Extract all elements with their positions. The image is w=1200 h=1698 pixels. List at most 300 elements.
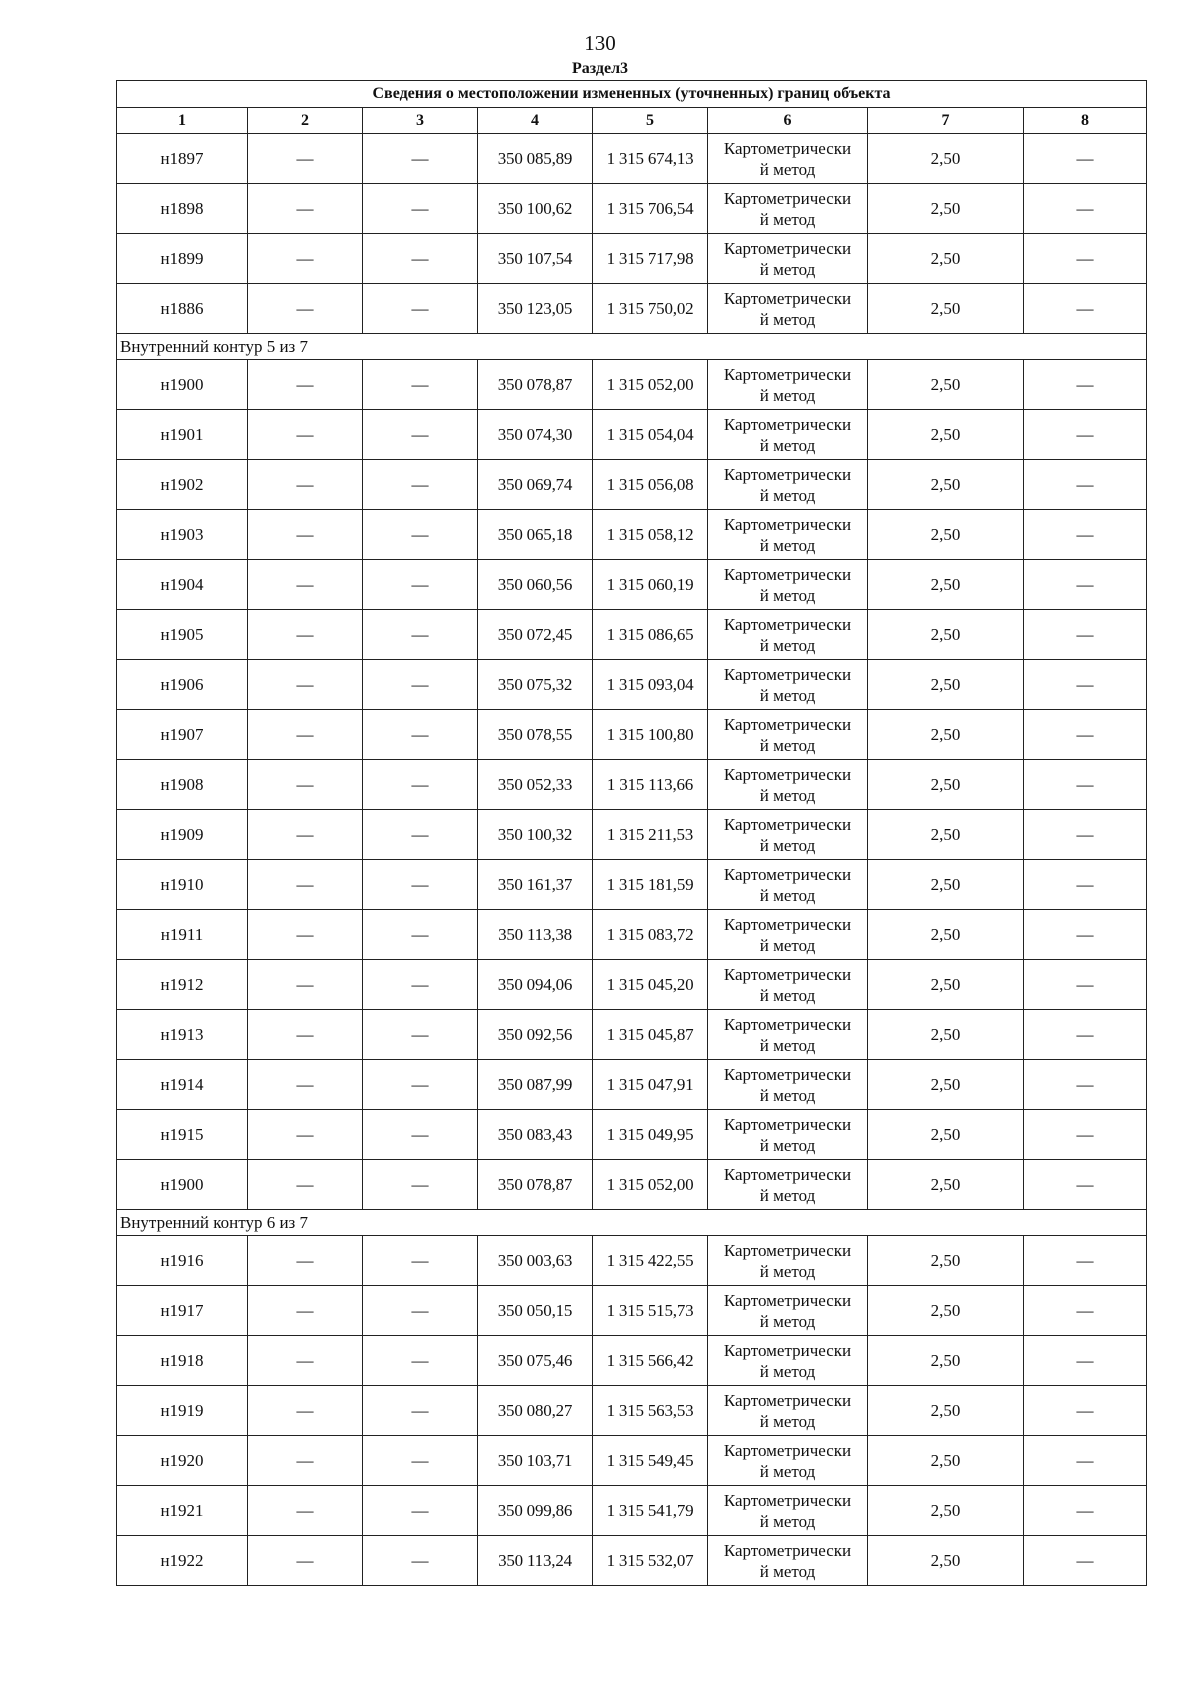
- method-line-1: Картометрически: [723, 1014, 852, 1034]
- method-line-1: Картометрически: [723, 1390, 852, 1410]
- dash-cell: —: [1024, 710, 1147, 760]
- dash-cell: —: [363, 410, 478, 460]
- accuracy-cell: 2,50: [868, 1386, 1024, 1436]
- dash-cell: —: [1024, 510, 1147, 560]
- column-number: 7: [868, 108, 1024, 134]
- dash-cell: —: [363, 1486, 478, 1536]
- table-row: [117, 960, 1147, 1010]
- method-cell: [708, 360, 868, 410]
- accuracy-cell: 2,50: [868, 710, 1024, 760]
- accuracy-cell: 2,50: [868, 234, 1024, 284]
- method-cell: [708, 1386, 868, 1436]
- y-coordinate-cell: 1 315 541,79: [593, 1486, 708, 1536]
- method-line-1: Картометрически: [723, 464, 852, 484]
- method-cell: [708, 1336, 868, 1386]
- method-cell: [708, 810, 868, 860]
- method-line-2: й метод: [759, 1261, 816, 1281]
- table-row: [117, 1286, 1147, 1336]
- method-line-1: Картометрически: [723, 1240, 852, 1260]
- point-name-cell: н1914: [117, 1060, 248, 1110]
- table-row: [117, 760, 1147, 810]
- y-coordinate-cell: 1 315 060,19: [593, 560, 708, 610]
- method-cell: [708, 760, 868, 810]
- table-row: [117, 1536, 1147, 1586]
- point-name-cell: н1900: [117, 1160, 248, 1210]
- method-line-2: й метод: [759, 585, 816, 605]
- dash-cell: —: [363, 1286, 478, 1336]
- method-line-1: Картометрически: [723, 714, 852, 734]
- table-row: [117, 1110, 1147, 1160]
- method-line-1: Картометрически: [723, 514, 852, 534]
- dash-cell: —: [1024, 1436, 1147, 1486]
- method-line-2: й метод: [759, 685, 816, 705]
- method-line-2: й метод: [759, 1461, 816, 1481]
- accuracy-cell: 2,50: [868, 1286, 1024, 1336]
- table-row: [117, 184, 1147, 234]
- method-cell: [708, 134, 868, 184]
- method-line-1: Картометрически: [723, 1114, 852, 1134]
- point-name-cell: н1909: [117, 810, 248, 860]
- dash-cell: —: [248, 710, 363, 760]
- y-coordinate-cell: 1 315 052,00: [593, 1160, 708, 1210]
- method-line-1: Картометрически: [723, 864, 852, 884]
- method-line-1: Картометрически: [723, 1290, 852, 1310]
- method-cell: [708, 1236, 868, 1286]
- method-line-2: й метод: [759, 1185, 816, 1205]
- dash-cell: —: [1024, 1010, 1147, 1060]
- dash-cell: —: [248, 810, 363, 860]
- point-name-cell: н1916: [117, 1236, 248, 1286]
- table-row: [117, 360, 1147, 410]
- method-cell: [708, 1486, 868, 1536]
- x-coordinate-cell: 350 050,15: [478, 1286, 593, 1336]
- method-cell: [708, 960, 868, 1010]
- point-name-cell: н1902: [117, 460, 248, 510]
- dash-cell: —: [363, 860, 478, 910]
- method-line-1: Картометрически: [723, 764, 852, 784]
- table-row: [117, 1236, 1147, 1286]
- method-cell: [708, 1536, 868, 1586]
- x-coordinate-cell: 350 103,71: [478, 1436, 593, 1486]
- method-line-1: Картометрически: [723, 814, 852, 834]
- dash-cell: —: [248, 1386, 363, 1436]
- y-coordinate-cell: 1 315 045,87: [593, 1010, 708, 1060]
- point-name-cell: н1921: [117, 1486, 248, 1536]
- dash-cell: —: [1024, 660, 1147, 710]
- x-coordinate-cell: 350 099,86: [478, 1486, 593, 1536]
- point-name-cell: н1915: [117, 1110, 248, 1160]
- dash-cell: —: [248, 1060, 363, 1110]
- method-cell: [708, 1010, 868, 1060]
- dash-cell: —: [1024, 184, 1147, 234]
- table-row: [117, 710, 1147, 760]
- dash-cell: —: [248, 284, 363, 334]
- column-number: 4: [478, 108, 593, 134]
- table-row: [117, 134, 1147, 184]
- method-line-2: й метод: [759, 835, 816, 855]
- point-name-cell: н1905: [117, 610, 248, 660]
- method-cell: [708, 1110, 868, 1160]
- table-row: [117, 410, 1147, 460]
- table-row: [117, 660, 1147, 710]
- dash-cell: —: [363, 1010, 478, 1060]
- y-coordinate-cell: 1 315 113,66: [593, 760, 708, 810]
- dash-cell: —: [363, 910, 478, 960]
- table-row: [117, 1060, 1147, 1110]
- column-number: 8: [1024, 108, 1147, 134]
- method-cell: [708, 560, 868, 610]
- accuracy-cell: 2,50: [868, 1110, 1024, 1160]
- dash-cell: —: [363, 1060, 478, 1110]
- method-line-2: й метод: [759, 1085, 816, 1105]
- y-coordinate-cell: 1 315 086,65: [593, 610, 708, 660]
- table-row: [117, 1336, 1147, 1386]
- method-cell: [708, 284, 868, 334]
- method-line-1: Картометрически: [723, 914, 852, 934]
- method-line-1: Картометрически: [723, 414, 852, 434]
- column-number: 5: [593, 108, 708, 134]
- x-coordinate-cell: 350 074,30: [478, 410, 593, 460]
- method-line-2: й метод: [759, 1411, 816, 1431]
- x-coordinate-cell: 350 052,33: [478, 760, 593, 810]
- x-coordinate-cell: 350 075,46: [478, 1336, 593, 1386]
- method-cell: [708, 860, 868, 910]
- method-line-1: Картометрически: [723, 1340, 852, 1360]
- dash-cell: —: [248, 184, 363, 234]
- x-coordinate-cell: 350 065,18: [478, 510, 593, 560]
- y-coordinate-cell: 1 315 052,00: [593, 360, 708, 410]
- dash-cell: —: [363, 1436, 478, 1486]
- contour-header-row: [117, 1210, 1147, 1236]
- point-name-cell: н1901: [117, 410, 248, 460]
- method-line-1: Картометрически: [723, 614, 852, 634]
- dash-cell: —: [248, 1110, 363, 1160]
- dash-cell: —: [248, 1336, 363, 1386]
- column-number-row: [117, 108, 1147, 134]
- accuracy-cell: 2,50: [868, 1160, 1024, 1210]
- point-name-cell: н1912: [117, 960, 248, 1010]
- dash-cell: —: [248, 1236, 363, 1286]
- table-row: [117, 860, 1147, 910]
- method-line-1: Картометрически: [723, 238, 852, 258]
- dash-cell: —: [1024, 1110, 1147, 1160]
- dash-cell: —: [363, 1236, 478, 1286]
- table-row: [117, 560, 1147, 610]
- accuracy-cell: 2,50: [868, 1010, 1024, 1060]
- dash-cell: —: [248, 1486, 363, 1536]
- point-name-cell: н1910: [117, 860, 248, 910]
- point-name-cell: н1917: [117, 1286, 248, 1336]
- dash-cell: —: [1024, 1160, 1147, 1210]
- dash-cell: —: [1024, 1536, 1147, 1586]
- x-coordinate-cell: 350 100,62: [478, 184, 593, 234]
- method-line-2: й метод: [759, 1311, 816, 1331]
- x-coordinate-cell: 350 075,32: [478, 660, 593, 710]
- page-number: 130: [584, 31, 616, 55]
- dash-cell: —: [1024, 1486, 1147, 1536]
- point-name-cell: н1919: [117, 1386, 248, 1436]
- table-row: [117, 1486, 1147, 1536]
- accuracy-cell: 2,50: [868, 660, 1024, 710]
- dash-cell: —: [248, 960, 363, 1010]
- point-name-cell: н1898: [117, 184, 248, 234]
- point-name-cell: н1907: [117, 710, 248, 760]
- dash-cell: —: [248, 410, 363, 460]
- accuracy-cell: 2,50: [868, 1236, 1024, 1286]
- accuracy-cell: 2,50: [868, 1336, 1024, 1386]
- dash-cell: —: [363, 234, 478, 284]
- accuracy-cell: 2,50: [868, 184, 1024, 234]
- dash-cell: —: [1024, 910, 1147, 960]
- x-coordinate-cell: 350 092,56: [478, 1010, 593, 1060]
- x-coordinate-cell: 350 072,45: [478, 610, 593, 660]
- x-coordinate-cell: 350 060,56: [478, 560, 593, 610]
- dash-cell: —: [1024, 1336, 1147, 1386]
- column-number: 2: [248, 108, 363, 134]
- point-name-cell: н1904: [117, 560, 248, 610]
- x-coordinate-cell: 350 107,54: [478, 234, 593, 284]
- y-coordinate-cell: 1 315 047,91: [593, 1060, 708, 1110]
- dash-cell: —: [248, 860, 363, 910]
- dash-cell: —: [248, 510, 363, 560]
- dash-cell: —: [248, 1160, 363, 1210]
- table-row: [117, 610, 1147, 660]
- table-row: [117, 810, 1147, 860]
- method-line-2: й метод: [759, 535, 816, 555]
- dash-cell: —: [1024, 1386, 1147, 1436]
- method-line-1: Картометрически: [723, 1490, 852, 1510]
- dash-cell: —: [248, 234, 363, 284]
- dash-cell: —: [363, 184, 478, 234]
- table-row: [117, 284, 1147, 334]
- y-coordinate-cell: 1 315 181,59: [593, 860, 708, 910]
- dash-cell: —: [363, 134, 478, 184]
- dash-cell: —: [363, 460, 478, 510]
- method-line-2: й метод: [759, 1135, 816, 1155]
- method-cell: [708, 1160, 868, 1210]
- table-row: [117, 460, 1147, 510]
- y-coordinate-cell: 1 315 706,54: [593, 184, 708, 234]
- method-cell: [708, 1436, 868, 1486]
- method-line-1: Картометрически: [723, 664, 852, 684]
- dash-cell: —: [248, 460, 363, 510]
- accuracy-cell: 2,50: [868, 560, 1024, 610]
- point-name-cell: н1899: [117, 234, 248, 284]
- method-line-2: й метод: [759, 785, 816, 805]
- y-coordinate-cell: 1 315 566,42: [593, 1336, 708, 1386]
- dash-cell: —: [1024, 410, 1147, 460]
- method-cell: [708, 910, 868, 960]
- x-coordinate-cell: 350 113,38: [478, 910, 593, 960]
- y-coordinate-cell: 1 315 100,80: [593, 710, 708, 760]
- method-line-1: Картометрически: [723, 288, 852, 308]
- column-number: 3: [363, 108, 478, 134]
- dash-cell: —: [1024, 1236, 1147, 1286]
- dash-cell: —: [363, 510, 478, 560]
- method-cell: [708, 1060, 868, 1110]
- accuracy-cell: 2,50: [868, 284, 1024, 334]
- dash-cell: —: [248, 610, 363, 660]
- y-coordinate-cell: 1 315 750,02: [593, 284, 708, 334]
- dash-cell: —: [1024, 860, 1147, 910]
- column-number: 6: [708, 108, 868, 134]
- y-coordinate-cell: 1 315 549,45: [593, 1436, 708, 1486]
- dash-cell: —: [363, 1336, 478, 1386]
- accuracy-cell: 2,50: [868, 510, 1024, 560]
- point-name-cell: н1903: [117, 510, 248, 560]
- point-name-cell: н1906: [117, 660, 248, 710]
- point-name-cell: н1886: [117, 284, 248, 334]
- method-line-2: й метод: [759, 209, 816, 229]
- method-line-2: й метод: [759, 1511, 816, 1531]
- column-number: 1: [117, 108, 248, 134]
- table-caption: Сведения о местоположении измененных (уточненных) границ объекта: [117, 81, 1147, 108]
- table-row: [117, 1160, 1147, 1210]
- method-line-1: Картометрически: [723, 1164, 852, 1184]
- dash-cell: —: [1024, 460, 1147, 510]
- method-line-1: Картометрически: [723, 138, 852, 158]
- point-name-cell: н1911: [117, 910, 248, 960]
- accuracy-cell: 2,50: [868, 760, 1024, 810]
- dash-cell: —: [248, 360, 363, 410]
- dash-cell: —: [1024, 760, 1147, 810]
- x-coordinate-cell: 350 078,87: [478, 1160, 593, 1210]
- accuracy-cell: 2,50: [868, 610, 1024, 660]
- y-coordinate-cell: 1 315 532,07: [593, 1536, 708, 1586]
- point-name-cell: н1913: [117, 1010, 248, 1060]
- table-row: [117, 234, 1147, 284]
- section-label: Раздел3: [571, 60, 629, 77]
- dash-cell: —: [363, 1110, 478, 1160]
- dash-cell: —: [1024, 560, 1147, 610]
- method-line-2: й метод: [759, 485, 816, 505]
- method-line-2: й метод: [759, 435, 816, 455]
- method-line-1: Картометрически: [723, 188, 852, 208]
- x-coordinate-cell: 350 078,55: [478, 710, 593, 760]
- point-name-cell: н1900: [117, 360, 248, 410]
- y-coordinate-cell: 1 315 045,20: [593, 960, 708, 1010]
- accuracy-cell: 2,50: [868, 1060, 1024, 1110]
- method-line-2: й метод: [759, 885, 816, 905]
- method-line-2: й метод: [759, 635, 816, 655]
- point-name-cell: н1918: [117, 1336, 248, 1386]
- method-cell: [708, 234, 868, 284]
- dash-cell: —: [363, 360, 478, 410]
- y-coordinate-cell: 1 315 674,13: [593, 134, 708, 184]
- dash-cell: —: [363, 810, 478, 860]
- method-line-2: й метод: [759, 1561, 816, 1581]
- method-cell: [708, 610, 868, 660]
- dash-cell: —: [248, 1536, 363, 1586]
- y-coordinate-cell: 1 315 056,08: [593, 460, 708, 510]
- y-coordinate-cell: 1 315 211,53: [593, 810, 708, 860]
- method-line-1: Картометрически: [723, 1540, 852, 1560]
- accuracy-cell: 2,50: [868, 1486, 1024, 1536]
- x-coordinate-cell: 350 078,87: [478, 360, 593, 410]
- dash-cell: —: [1024, 810, 1147, 860]
- y-coordinate-cell: 1 315 049,95: [593, 1110, 708, 1160]
- point-name-cell: н1908: [117, 760, 248, 810]
- method-line-1: Картометрически: [723, 1440, 852, 1460]
- dash-cell: —: [1024, 284, 1147, 334]
- dash-cell: —: [363, 560, 478, 610]
- dash-cell: —: [363, 1536, 478, 1586]
- dash-cell: —: [1024, 610, 1147, 660]
- method-line-2: й метод: [759, 385, 816, 405]
- method-line-1: Картометрически: [723, 564, 852, 584]
- table-row: [117, 1436, 1147, 1486]
- dash-cell: —: [248, 910, 363, 960]
- method-cell: [708, 1286, 868, 1336]
- dash-cell: —: [363, 284, 478, 334]
- table-row: [117, 1386, 1147, 1436]
- method-line-2: й метод: [759, 935, 816, 955]
- dash-cell: —: [248, 134, 363, 184]
- method-line-1: Картометрически: [723, 364, 852, 384]
- method-line-2: й метод: [759, 1035, 816, 1055]
- x-coordinate-cell: 350 003,63: [478, 1236, 593, 1286]
- method-line-1: Картометрически: [723, 1064, 852, 1084]
- x-coordinate-cell: 350 161,37: [478, 860, 593, 910]
- method-line-2: й метод: [759, 1361, 816, 1381]
- dash-cell: —: [248, 660, 363, 710]
- dash-cell: —: [363, 1386, 478, 1436]
- accuracy-cell: 2,50: [868, 810, 1024, 860]
- dash-cell: —: [1024, 960, 1147, 1010]
- accuracy-cell: 2,50: [868, 1536, 1024, 1586]
- y-coordinate-cell: 1 315 083,72: [593, 910, 708, 960]
- contour-header-row: [117, 334, 1147, 360]
- accuracy-cell: 2,50: [868, 860, 1024, 910]
- method-line-2: й метод: [759, 259, 816, 279]
- accuracy-cell: 2,50: [868, 134, 1024, 184]
- dash-cell: —: [363, 760, 478, 810]
- contour-title: Внутренний контур 5 из 7: [117, 334, 1147, 360]
- accuracy-cell: 2,50: [868, 1436, 1024, 1486]
- method-cell: [708, 710, 868, 760]
- method-line-2: й метод: [759, 985, 816, 1005]
- x-coordinate-cell: 350 069,74: [478, 460, 593, 510]
- point-name-cell: н1922: [117, 1536, 248, 1586]
- method-cell: [708, 510, 868, 560]
- accuracy-cell: 2,50: [868, 910, 1024, 960]
- dash-cell: —: [248, 1286, 363, 1336]
- accuracy-cell: 2,50: [868, 410, 1024, 460]
- method-line-2: й метод: [759, 309, 816, 329]
- dash-cell: —: [363, 710, 478, 760]
- x-coordinate-cell: 350 085,89: [478, 134, 593, 184]
- dash-cell: —: [248, 760, 363, 810]
- method-line-2: й метод: [759, 159, 816, 179]
- dash-cell: —: [363, 610, 478, 660]
- x-coordinate-cell: 350 100,32: [478, 810, 593, 860]
- dash-cell: —: [1024, 134, 1147, 184]
- method-line-2: й метод: [759, 735, 816, 755]
- y-coordinate-cell: 1 315 058,12: [593, 510, 708, 560]
- accuracy-cell: 2,50: [868, 460, 1024, 510]
- x-coordinate-cell: 350 080,27: [478, 1386, 593, 1436]
- dash-cell: —: [363, 960, 478, 1010]
- contour-title: Внутренний контур 6 из 7: [117, 1210, 1147, 1236]
- dash-cell: —: [363, 1160, 478, 1210]
- dash-cell: —: [363, 660, 478, 710]
- method-cell: [708, 660, 868, 710]
- x-coordinate-cell: 350 113,24: [478, 1536, 593, 1586]
- y-coordinate-cell: 1 315 515,73: [593, 1286, 708, 1336]
- table-row: [117, 910, 1147, 960]
- point-name-cell: н1920: [117, 1436, 248, 1486]
- dash-cell: —: [248, 1010, 363, 1060]
